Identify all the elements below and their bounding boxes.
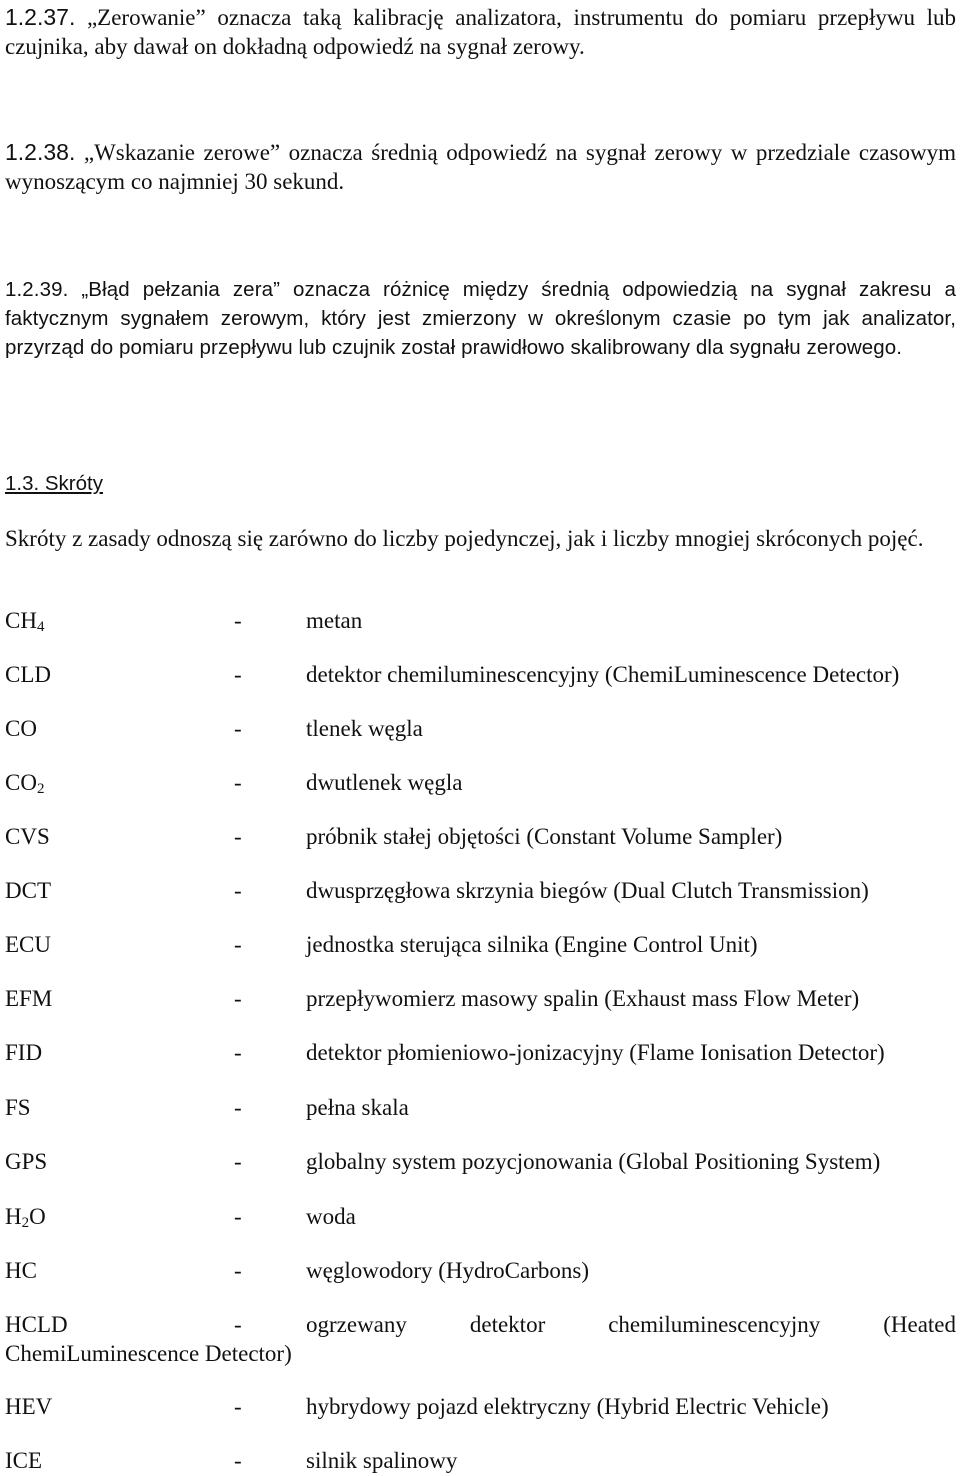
paragraph-1-2-39 (5, 275, 956, 362)
abbreviation-definition: przepływomierz masowy spalin (Exhaust mass Flow Meter) (306, 986, 860, 1011)
abbreviation-term: FID (5, 1040, 43, 1065)
abbreviation-definition: globalny system pozycjonowania (Global Positioning System) (306, 1149, 881, 1174)
section-number: 1.2.38. (5, 139, 76, 165)
abbreviation-term: FS (5, 1095, 31, 1120)
abbreviation-dash: - (234, 1394, 242, 1419)
abbreviation-dash: - (234, 1312, 242, 1337)
paragraph-text: „Zerowanie” oznacza taką kalibrację analizatora, instrumentu do pomiaru przepływu lub czujnika, aby dawał on dokładną odpowiedź na sygnał zerowy. (5, 5, 956, 59)
abbreviation-dash: - (234, 770, 242, 795)
abbreviation-term: CVS (5, 824, 50, 849)
section-number: 1.2.37. (5, 4, 76, 30)
paragraph-text: „Błąd pełzania zera” oznacza różnicę między średnią odpowiedzią na sygnał zakresu a faktycznym sygnałem zerowym, który jest zmierzony w określonym czasie po tym jak analizator, przyrząd do pomiaru przepływu lub czujnik został prawidłowo skalibrowany dla sygnału zerowego. (5, 278, 956, 359)
abbreviation-definition: dwusprzęgłowa skrzynia biegów (Dual Clutch Transmission) (306, 878, 869, 903)
abbreviation-definition: silnik spalinowy (306, 1448, 458, 1473)
abbreviation-term: EFM (5, 986, 53, 1011)
abbreviation-dash: - (234, 1258, 242, 1283)
paragraph-1-2-38 (5, 138, 956, 196)
abbreviation-definition: detektor płomieniowo-jonizacyjny (Flame Ionisation Detector) (306, 1040, 885, 1065)
abbreviation-definition: woda (306, 1204, 356, 1229)
abbreviation-dash: - (234, 932, 242, 957)
abbreviation-definition: detektor chemiluminescencyjny (ChemiLuminescence Detector) (306, 662, 900, 687)
abbreviation-dash: - (234, 1149, 242, 1174)
abbreviation-definition: tlenek węgla (306, 716, 423, 741)
abbreviation-term: HCLD (5, 1312, 68, 1337)
abbreviation-term: $CO_2$ (5, 770, 45, 797)
abbreviation-term: ICE (5, 1448, 43, 1473)
abbreviation-term: ECU (5, 932, 51, 957)
abbreviations-intro: Skróty z zasady odnoszą się zarówno do liczby pojedynczej, jak i liczby mnogiej skróconych pojęć. (5, 526, 924, 551)
abbreviation-row (5, 1310, 956, 1368)
abbreviation-definition: ogrzewany detektor chemiluminescencyjny (Heated (306, 1312, 956, 1337)
abbreviation-definition: metan (306, 608, 363, 633)
section-heading: 1.3. Skróty (5, 472, 103, 495)
abbreviation-definition: jednostka sterująca silnika (Engine Control Unit) (306, 932, 758, 957)
abbreviation-term: CLD (5, 662, 51, 687)
abbreviation-definition: hybrydowy pojazd elektryczny (Hybrid Electric Vehicle) (306, 1394, 829, 1419)
abbreviation-term: $H_2O$ (5, 1204, 46, 1231)
section-number: 1.2.39. (5, 278, 69, 301)
abbreviation-term: $CH_4$ (5, 608, 45, 635)
abbreviation-definition: pełna skala (306, 1095, 409, 1120)
abbreviation-dash: - (234, 1204, 242, 1229)
abbreviation-term: GPS (5, 1149, 48, 1174)
abbreviation-definition-continuation: ChemiLuminescence Detector) (5, 1341, 292, 1366)
abbreviation-dash: - (234, 986, 242, 1011)
abbreviation-dash: - (234, 608, 242, 633)
abbreviation-dash: - (234, 824, 242, 849)
abbreviation-term: CO (5, 716, 37, 741)
abbreviation-definition: próbnik stałej objętości (Constant Volume Sampler) (306, 824, 783, 849)
abbreviation-dash: - (234, 1448, 242, 1473)
paragraph-text: „Wskazanie zerowe” oznacza średnią odpowiedź na sygnał zerowy w przedziale czasowym wynoszącym co najmniej 30 sekund. (5, 140, 956, 194)
paragraph-1-2-37 (5, 3, 956, 61)
abbreviation-term: HEV (5, 1394, 53, 1419)
abbreviation-dash: - (234, 716, 242, 741)
abbreviation-dash: - (234, 662, 242, 687)
abbreviation-dash: - (234, 1040, 242, 1065)
abbreviation-term: DCT (5, 878, 51, 903)
abbreviation-term: HC (5, 1258, 37, 1283)
abbreviation-definition: węglowodory (HydroCarbons) (306, 1258, 589, 1283)
abbreviation-dash: - (234, 1095, 242, 1120)
abbreviation-definition: dwutlenek węgla (306, 770, 463, 795)
abbreviation-dash: - (234, 878, 242, 903)
